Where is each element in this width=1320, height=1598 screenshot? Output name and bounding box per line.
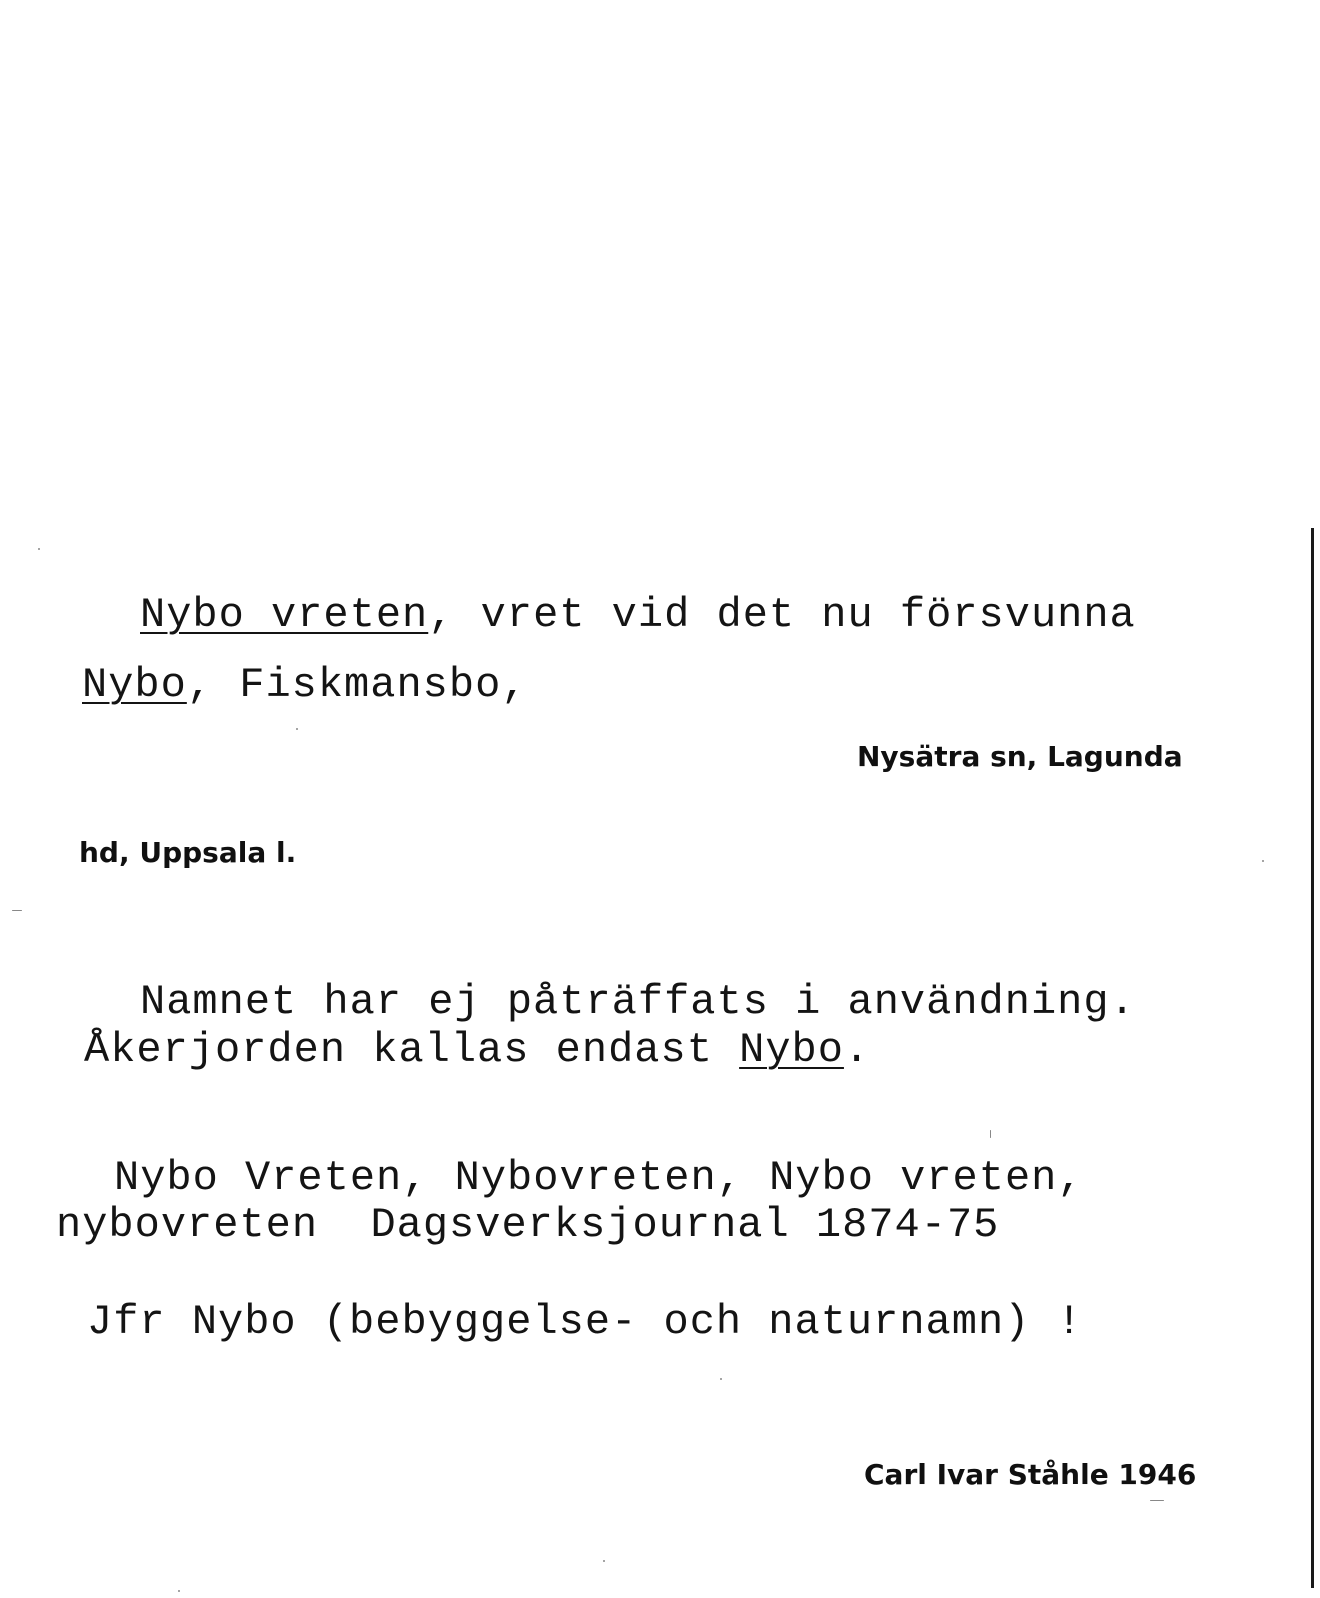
- scan-speck: [12, 910, 22, 911]
- card-right-edge: [1311, 528, 1314, 1588]
- note-line-1: Namnet har ej påträffats i användning.: [140, 978, 1136, 1026]
- note-end: .: [843, 1026, 871, 1074]
- sources-line-2: nybovreten Dagsverksjournal 1874-75: [56, 1201, 1000, 1249]
- note-name: Nybo: [739, 1026, 844, 1074]
- scan-speck: [1150, 1500, 1164, 1501]
- location-county: hd, Uppsala l.: [79, 836, 297, 869]
- cross-reference: Jfr Nybo (bebyggelse- och naturnamn) !: [87, 1298, 1083, 1346]
- note-text: Åkerjorden kallas endast: [84, 1026, 740, 1074]
- signature: Carl Ivar Ståhle 1946: [864, 1458, 1197, 1491]
- scan-speck: [1262, 860, 1264, 862]
- scan-speck: [603, 1560, 605, 1562]
- scan-speck: [720, 1378, 722, 1380]
- sources-line-1: Nybo Vreten, Nybovreten, Nybo vreten,: [114, 1154, 1084, 1202]
- definition: , vret vid det nu försvunna: [428, 591, 1136, 639]
- scan-speck: [296, 728, 298, 730]
- related-name: Nybo: [82, 661, 187, 709]
- headword-line-2: [82, 660, 527, 710]
- note-line-2: [84, 1025, 870, 1075]
- headword-line: [140, 590, 1136, 640]
- scan-speck: [990, 1130, 991, 1138]
- related-rest: , Fiskmansbo,: [186, 661, 528, 709]
- scan-speck: [38, 548, 40, 550]
- headword: Nybo vreten: [140, 591, 429, 639]
- location-parish: Nysätra sn, Lagunda: [857, 740, 1183, 773]
- scan-speck: [178, 1590, 180, 1592]
